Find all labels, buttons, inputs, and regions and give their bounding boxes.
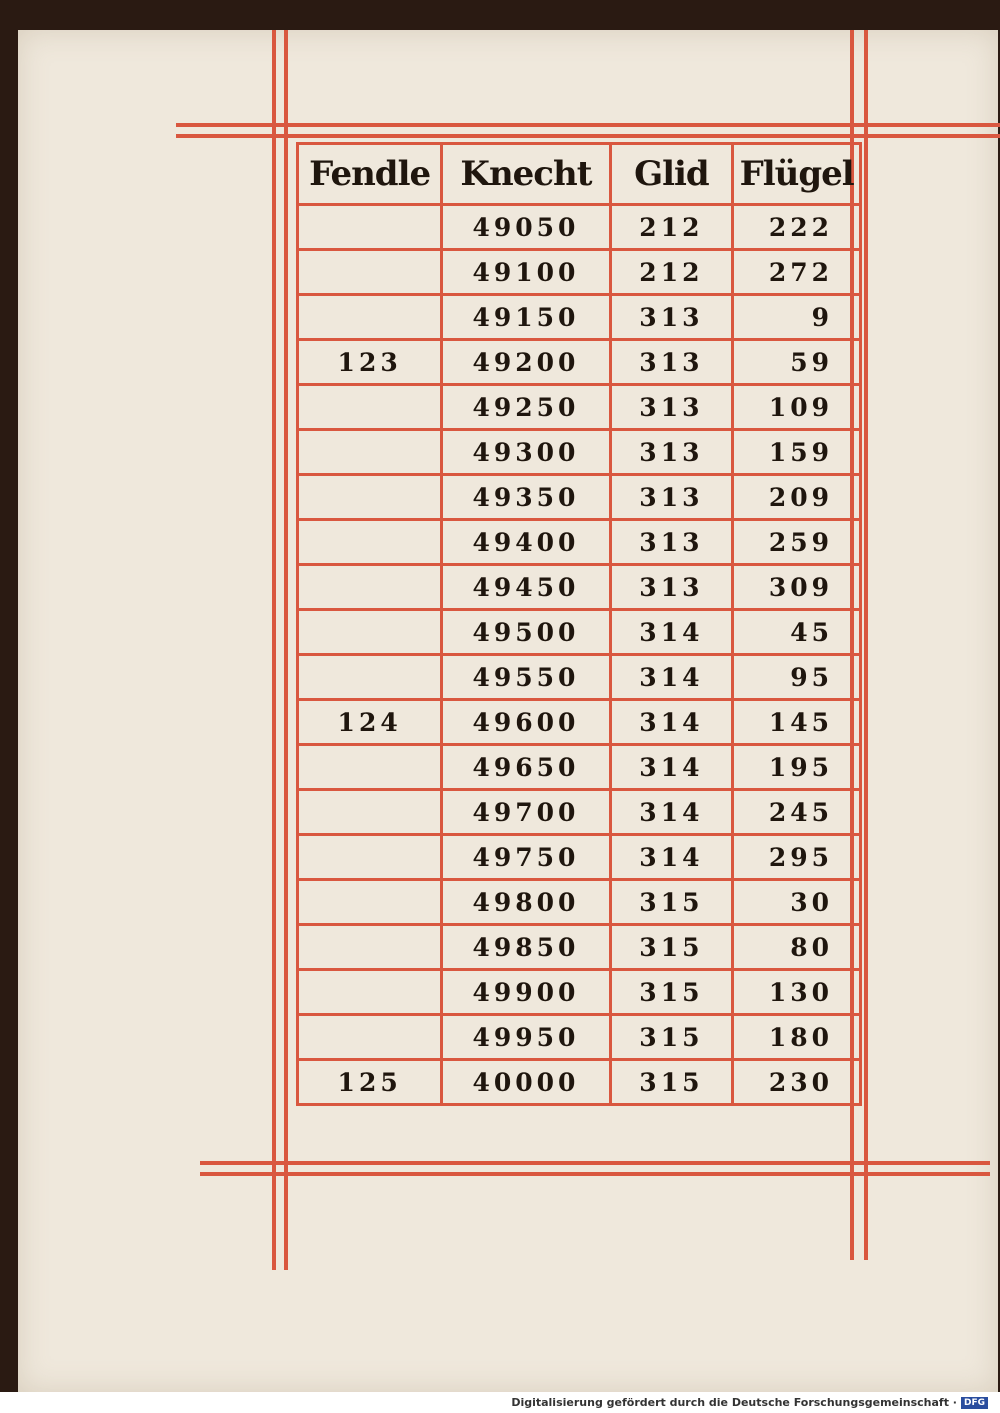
table-cell — [298, 745, 442, 790]
table-cell: 80 — [733, 925, 861, 970]
table-cell — [298, 790, 442, 835]
table-header-row — [298, 144, 861, 205]
table-cell: 49500 — [442, 610, 610, 655]
table-cell: 314 — [610, 655, 733, 700]
table-cell: 49550 — [442, 655, 610, 700]
table-row — [298, 1060, 861, 1105]
table-cell: 315 — [610, 1015, 733, 1060]
table-cell — [298, 205, 442, 250]
table-cell: 315 — [610, 1060, 733, 1105]
footer-bar — [0, 1392, 1000, 1413]
table-cell: 49300 — [442, 430, 610, 475]
table-cell: 313 — [610, 430, 733, 475]
table-row — [298, 250, 861, 295]
table-row — [298, 1015, 861, 1060]
table-cell: 209 — [733, 475, 861, 520]
table-row — [298, 610, 861, 655]
table-cell — [298, 610, 442, 655]
table-cell: 49400 — [442, 520, 610, 565]
table-row — [298, 475, 861, 520]
table-cell: 313 — [610, 520, 733, 565]
table-cell: 124 — [298, 700, 442, 745]
column-header: Flügel — [733, 144, 861, 205]
border-rule-right-2 — [864, 30, 868, 1260]
table-cell — [298, 880, 442, 925]
border-rule-bottom-2 — [200, 1172, 990, 1176]
table-row — [298, 700, 861, 745]
table-cell — [298, 295, 442, 340]
table-cell: 123 — [298, 340, 442, 385]
footer-credit-text: Digitalisierung gefördert durch die Deutsche Forschungsgemeinschaft · — [511, 1396, 957, 1409]
table-cell — [298, 1015, 442, 1060]
table-row — [298, 565, 861, 610]
table-cell: 180 — [733, 1015, 861, 1060]
table-cell: 159 — [733, 430, 861, 475]
table-cell — [298, 565, 442, 610]
table-cell: 314 — [610, 700, 733, 745]
table-cell: 315 — [610, 880, 733, 925]
table-cell: 313 — [610, 565, 733, 610]
column-header: Knecht — [442, 144, 610, 205]
column-header: Glid — [610, 144, 733, 205]
table-cell — [298, 520, 442, 565]
border-rule-left-1 — [272, 30, 276, 1270]
table-cell: 313 — [610, 475, 733, 520]
table-cell: 49750 — [442, 835, 610, 880]
table-cell: 59 — [733, 340, 861, 385]
table-cell: 49350 — [442, 475, 610, 520]
table-cell — [298, 835, 442, 880]
table-cell — [298, 430, 442, 475]
table-cell: 49700 — [442, 790, 610, 835]
table-cell — [298, 655, 442, 700]
table-cell: 49600 — [442, 700, 610, 745]
table-cell: 315 — [610, 970, 733, 1015]
table-row — [298, 745, 861, 790]
table-cell: 313 — [610, 385, 733, 430]
dfg-logo: DFG — [961, 1397, 988, 1409]
table-row — [298, 835, 861, 880]
table-cell: 222 — [733, 205, 861, 250]
table-cell — [298, 250, 442, 295]
table-cell: 49850 — [442, 925, 610, 970]
table-row — [298, 655, 861, 700]
table-row — [298, 295, 861, 340]
table-cell: 49050 — [442, 205, 610, 250]
table-cell: 49950 — [442, 1015, 610, 1060]
table-cell — [298, 475, 442, 520]
table-cell: 49450 — [442, 565, 610, 610]
table-row — [298, 790, 861, 835]
table-row — [298, 925, 861, 970]
table-cell — [298, 925, 442, 970]
table-cell: 30 — [733, 880, 861, 925]
calculation-table — [296, 142, 862, 1106]
table-cell: 314 — [610, 745, 733, 790]
table-cell: 212 — [610, 205, 733, 250]
table-cell: 313 — [610, 295, 733, 340]
border-rule-bottom-1 — [200, 1161, 990, 1165]
table-cell: 109 — [733, 385, 861, 430]
table-cell: 49800 — [442, 880, 610, 925]
table-cell: 314 — [610, 790, 733, 835]
table-row — [298, 385, 861, 430]
table-cell: 49650 — [442, 745, 610, 790]
table-cell: 49250 — [442, 385, 610, 430]
table-cell: 315 — [610, 925, 733, 970]
table-cell: 130 — [733, 970, 861, 1015]
table-cell: 49900 — [442, 970, 610, 1015]
table-cell: 49100 — [442, 250, 610, 295]
table-cell: 195 — [733, 745, 861, 790]
table-row — [298, 430, 861, 475]
table-row — [298, 340, 861, 385]
table-cell: 145 — [733, 700, 861, 745]
column-header: Fendle — [298, 144, 442, 205]
table-cell: 49150 — [442, 295, 610, 340]
table-cell: 230 — [733, 1060, 861, 1105]
table-row — [298, 880, 861, 925]
table-row — [298, 205, 861, 250]
table-cell: 49200 — [442, 340, 610, 385]
table-cell: 295 — [733, 835, 861, 880]
table-cell — [298, 385, 442, 430]
table-cell: 313 — [610, 340, 733, 385]
table-cell: 40000 — [442, 1060, 610, 1105]
table-cell: 314 — [610, 610, 733, 655]
table-cell: 245 — [733, 790, 861, 835]
table-cell: 125 — [298, 1060, 442, 1105]
table-cell: 309 — [733, 565, 861, 610]
table-row — [298, 970, 861, 1015]
table-cell: 95 — [733, 655, 861, 700]
border-rule-left-2 — [284, 30, 288, 1270]
border-rule-top-1 — [176, 123, 1000, 127]
table-cell — [298, 970, 442, 1015]
table-cell: 314 — [610, 835, 733, 880]
table-cell: 259 — [733, 520, 861, 565]
table-cell: 212 — [610, 250, 733, 295]
table-cell: 45 — [733, 610, 861, 655]
table-cell: 9 — [733, 295, 861, 340]
border-rule-top-2 — [176, 134, 1000, 138]
table-cell: 272 — [733, 250, 861, 295]
table-row — [298, 520, 861, 565]
